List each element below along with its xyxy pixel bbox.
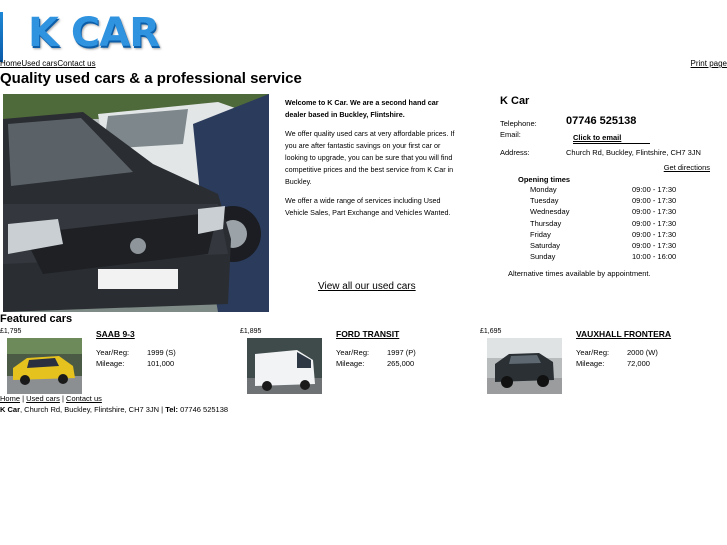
car-mileage: 101,000 — [147, 359, 175, 368]
car-name-link[interactable]: FORD TRANSIT — [336, 329, 400, 339]
hours-time: 10:00 - 16:00 — [632, 252, 677, 262]
hours-row — [530, 207, 690, 218]
footer-company: K Car — [0, 405, 21, 414]
footer-separator: | — [59, 394, 67, 403]
footer-info — [0, 405, 228, 414]
alternative-times-note: Alternative times available by appointment. — [508, 269, 651, 278]
hours-time: 09:00 - 17:30 — [632, 240, 677, 250]
featured-car-card — [0, 328, 230, 398]
mileage-label: Mileage: — [336, 359, 365, 368]
telephone-number: 07746 525138 — [566, 115, 637, 127]
telephone-label: Telephone: — [500, 119, 537, 128]
car-thumbnail[interactable] — [247, 338, 322, 394]
footer-home-link[interactable]: Home — [0, 394, 21, 403]
car-price: £1,695 — [480, 328, 502, 335]
hours-day: Sunday — [530, 252, 556, 262]
hours-day: Friday — [530, 229, 551, 239]
nav-used-cars-link[interactable]: Used cars — [21, 59, 58, 68]
footer-address: , Church Rd, Buckley, Flintshire, CH7 3JN | — [20, 405, 166, 414]
hours-time: 09:00 - 17:30 — [632, 185, 677, 194]
footer-contact-link[interactable]: Contact us — [66, 394, 102, 403]
featured-cars-title: Featured cars — [0, 313, 73, 325]
car-mileage: 265,000 — [387, 359, 415, 368]
intro-paragraph-1: We offer quality used cars at very affordable prices. If you are after fantastic savings on your first car or looking to upgrade, you can be sure that you will find competitive prices and the best service from K Car in Buckley. — [285, 129, 455, 186]
mileage-label: Mileage: — [96, 359, 125, 368]
featured-car-card — [240, 328, 470, 398]
top-nav — [0, 59, 96, 68]
hours-row — [530, 252, 690, 263]
hours-day: Wednesday — [530, 207, 570, 217]
year-label: Year/Reg: — [96, 348, 130, 357]
car-name-link[interactable]: SAAB 9-3 — [96, 329, 135, 339]
year-label: Year/Reg: — [576, 348, 610, 357]
site-logo[interactable] — [0, 4, 160, 58]
hours-row — [530, 196, 690, 207]
car-thumbnail[interactable] — [487, 338, 562, 394]
hours-row — [530, 219, 690, 230]
car-thumbnail[interactable] — [7, 338, 82, 394]
mileage-label: Mileage: — [576, 359, 605, 368]
hero-car-photo — [3, 94, 269, 312]
hours-day: Thursday — [530, 218, 562, 228]
car-name-link[interactable]: VAUXHALL FRONTERA — [576, 329, 672, 339]
hours-time: 09:00 - 17:30 — [632, 229, 677, 239]
intro-text — [285, 97, 457, 226]
email-label: Email: — [500, 130, 521, 139]
year-label: Year/Reg: — [336, 348, 370, 357]
opening-times-title: Opening times — [518, 175, 571, 184]
car-price: £1,895 — [240, 328, 262, 335]
email-underline — [573, 143, 650, 144]
hours-row — [530, 241, 690, 252]
logo-text: K CAR — [28, 10, 160, 56]
address-text: Church Rd, Buckley, Flintshire, CH7 3JN — [566, 148, 701, 157]
view-all-cars-link[interactable]: View all our used cars — [318, 281, 416, 292]
car-price: £1,795 — [0, 328, 22, 335]
intro-paragraph-2: We offer a wide range of services including Used Vehicle Sales, Part Exchange and Vehicles Wanted. — [285, 196, 451, 217]
footer-tel-label: Tel: — [165, 405, 178, 414]
car-year: 1997 (P) — [387, 348, 416, 357]
hours-row — [530, 230, 690, 241]
hours-time: 09:00 - 17:30 — [632, 218, 677, 228]
footer-used-cars-link[interactable]: Used cars — [26, 394, 60, 403]
nav-contact-link[interactable]: Contact us — [57, 59, 96, 68]
nav-home-link[interactable]: Home — [0, 59, 22, 68]
address-label: Address: — [500, 148, 530, 157]
contact-title: K Car — [500, 95, 530, 107]
print-page-link[interactable]: Print page — [690, 59, 727, 68]
logo-accent-bar — [0, 12, 3, 62]
car-mileage: 72,000 — [627, 359, 650, 368]
page-headline: Quality used cars & a professional service — [0, 70, 302, 87]
opening-hours-list — [530, 185, 690, 263]
car-year: 1999 (S) — [147, 348, 176, 357]
footer-separator: | — [20, 394, 27, 403]
hours-time: 09:00 - 17:30 — [632, 207, 677, 217]
hours-day: Monday — [530, 185, 557, 194]
hours-day: Tuesday — [530, 196, 559, 206]
hours-day: Saturday — [530, 240, 561, 250]
footer-nav — [0, 394, 102, 403]
get-directions-link[interactable]: Get directions — [663, 163, 710, 172]
intro-lead: Welcome to K Car. We are a second hand car dealer based in Buckley, Flintshire. — [285, 98, 439, 119]
featured-car-card — [480, 328, 710, 398]
hours-time: 09:00 - 17:30 — [632, 196, 677, 206]
hours-row — [530, 185, 690, 196]
footer-tel: 07746 525138 — [178, 405, 229, 414]
email-link[interactable]: Click to email — [573, 133, 622, 142]
car-year: 2000 (W) — [627, 348, 658, 357]
